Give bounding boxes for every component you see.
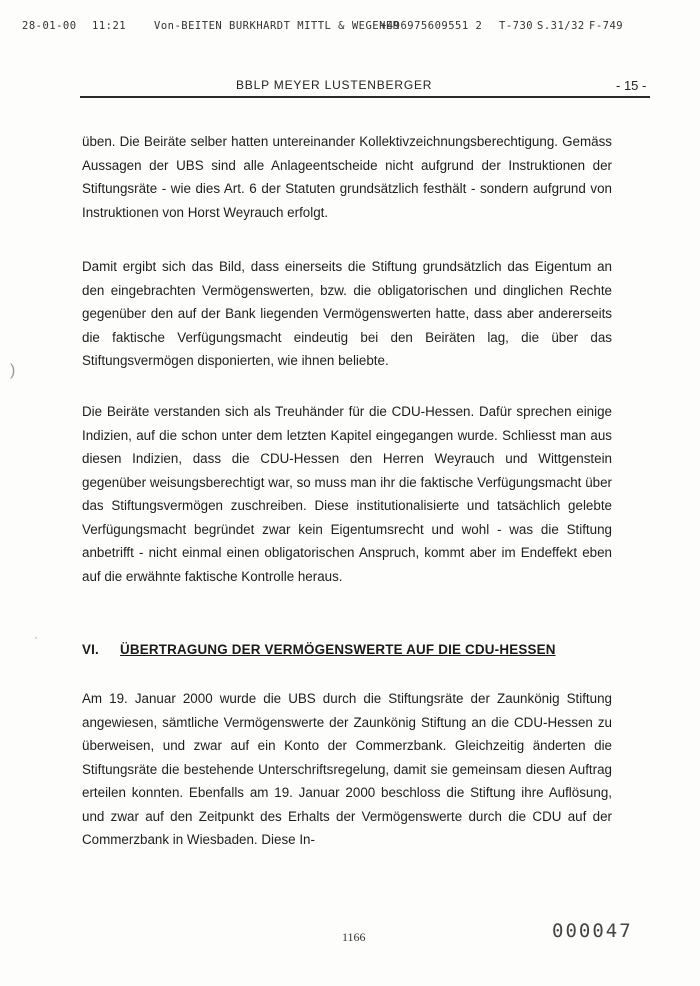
fax-time: 11:21 <box>92 20 127 32</box>
section-heading <box>82 642 582 657</box>
page-number: - 15 - <box>616 78 647 93</box>
letterhead: BBLP MEYER LUSTENBERGER <box>236 78 433 92</box>
fax-page: S.31/32 <box>537 20 585 32</box>
paragraph-text: Am 19. Januar 2000 wurde die UBS durch die Stiftungsräte der Zaunkönig Stiftung angewiesen, sämtliche Vermögenswerte der Zaunkönig Stiftung an die CDU-Hessen zu überweisen, und zwar auf ein Konto der Commerzbank. Gleichzeitig änderten die Stiftungsräte die bestehende Unterschriftsregelung, damit sie gemeinsam diesen Auftrag erteilen konnten. Ebenfalls am 19. Januar 2000 beschloss die Stiftung ihre Auflösung, und zwar auf den Zeitpunkt des Erhalts der Vermögenswerte durch die CDU auf der Commerzbank in Wiesbaden. Diese In- <box>82 691 612 847</box>
paragraph-4 <box>82 687 612 852</box>
section-title: ÜBERTRAGUNG DER VERMÖGENSWERTE AUF DIE CDU-HESSEN <box>120 642 556 657</box>
fax-id: F-749 <box>589 20 624 32</box>
section-number: VI. <box>82 642 99 657</box>
fax-code: T-730 <box>499 20 534 32</box>
header-rule <box>80 96 650 98</box>
footer-page-number: 1166 <box>342 930 366 944</box>
fax-phone: +496975609551 2 <box>380 20 483 32</box>
paragraph-text: Damit ergibt sich das Bild, dass einerseits die Stiftung grundsätzlich das Eigentum an den eingebrachten Vermögenswerten, bzw. die obligatorischen und dinglichen Rechte gegenüber den auf der Bank liegenden Vermögenswerten hatte, dass aber andererseits die faktische Verfügungsmacht eindeutig bei den Beiräten lag, die über das Stiftungsvermögen disponierten, wie ihnen beliebte. <box>82 259 612 368</box>
paragraph-text: üben. Die Beiräte selber hatten untereinander Kollektivzeichnungsberechtigung. Gemäss Aussagen der UBS sind alle Anlageentscheide nicht aufgrund der Instruktionen der Stiftungsräte - wie dies Art. 6 der Statuten grundsätzlich festhält - sondern aufgrund von Instruktionen von Horst Weyrauch erfolgt. <box>82 134 612 220</box>
fax-sender: Von-BEITEN BURKHARDT MITTL & WEGENER <box>154 20 400 32</box>
margin-scan-mark: · <box>34 630 38 644</box>
paragraph-text: Die Beiräte verstanden sich als Treuhänder für die CDU-Hessen. Dafür sprechen einige Indizien, auf die schon unter dem letzten Kapitel eingegangen wurde. Schliesst man aus diesen Indizien, dass die CDU-Hessen den Herren Weyrauch und Wittgenstein gegenüber weisungsberechtigt war, so muss man ihr die faktische Verfügungsmacht über das Stiftungsvermögen zuschreiben. Diese institutionalisierte und tatsächlich gelebte Verfügungsmacht begründet zwar kein Eigentumsrecht und wohl - was die Stiftung anbetrifft - nicht einmal einen obligatorischen Anspruch, kommt aber im Endeffekt eben auf die erwähnte faktische Kontrolle heraus. <box>82 404 612 584</box>
margin-scan-mark: ) <box>10 362 16 379</box>
paragraph-2 <box>82 255 612 373</box>
paragraph-3 <box>82 400 612 588</box>
fax-date: 28-01-00 <box>22 20 77 32</box>
bates-stamp: 000047 <box>552 920 633 942</box>
paragraph-1 <box>82 130 612 224</box>
